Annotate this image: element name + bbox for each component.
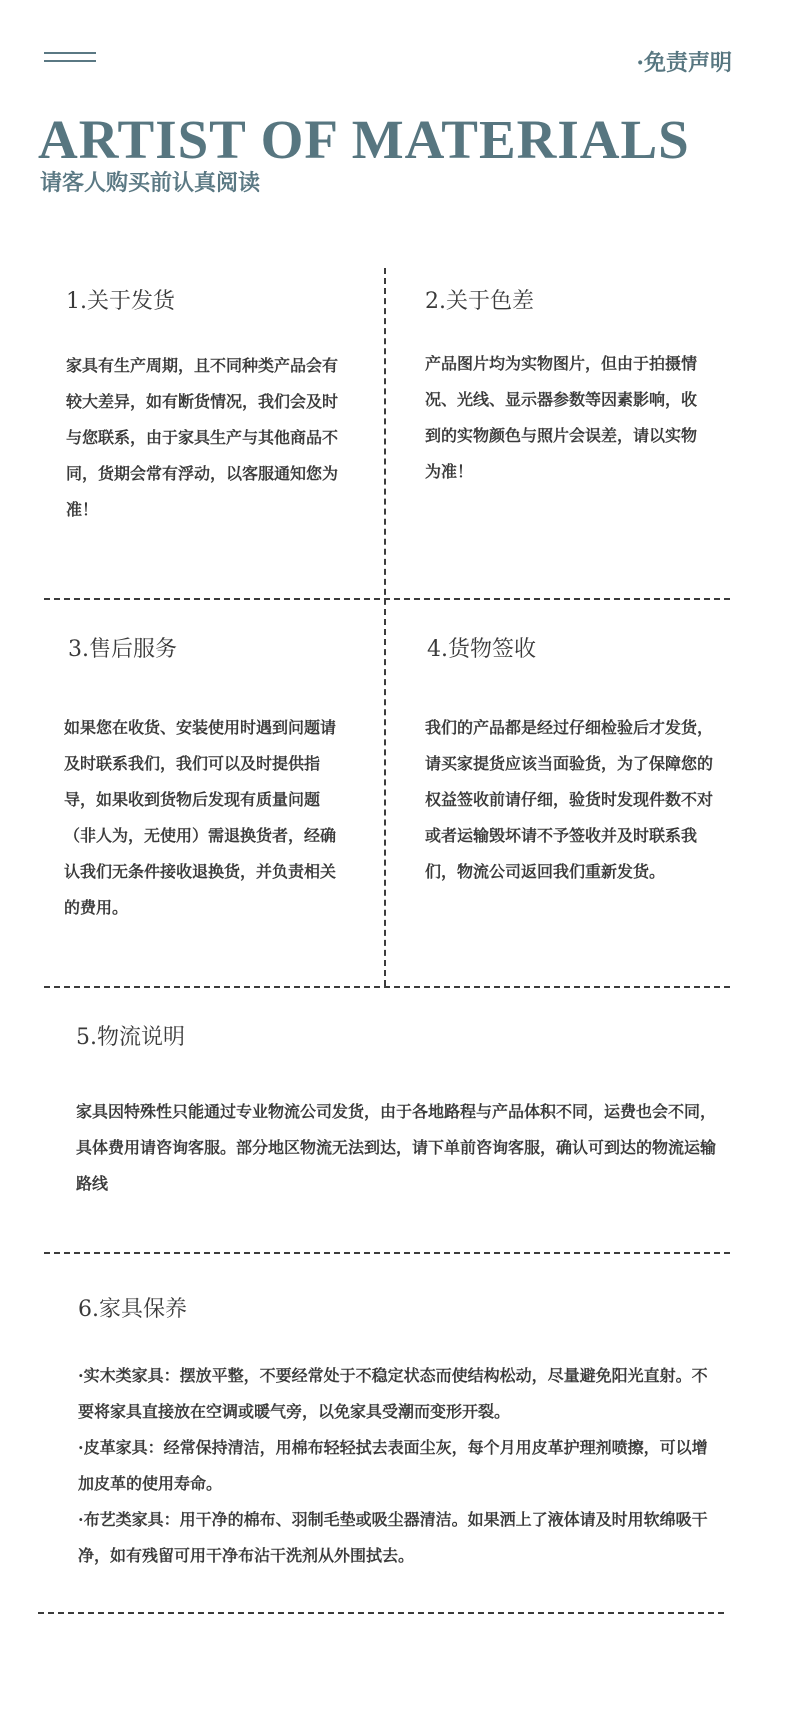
row-divider-2 bbox=[44, 986, 730, 988]
section-title-after-sales: 3.售后服务 bbox=[68, 637, 177, 662]
brand-subtitle: 请客人购买前认真阅读 bbox=[40, 170, 261, 196]
section-body-color: 产品图片均为实物图片，但由于拍摄情况、光线、显示器参数等因素影响，收到的实物颜色与照片会误差，请以实物为准！ bbox=[425, 354, 698, 481]
care-wood: ·实木类家具：摆放平整，不要经常处于不稳定状态而使结构松动，尽量避免阳光直射。不要将家具直接放在空调或暖气旁，以免家具受潮而变形开裂。 bbox=[78, 1366, 708, 1421]
row-divider-4 bbox=[38, 1612, 724, 1614]
menu-icon[interactable] bbox=[44, 52, 96, 66]
disclaimer-link[interactable]: ·免责声明 bbox=[636, 50, 732, 76]
row-divider-1 bbox=[44, 598, 730, 600]
section-body-logistics: 家具因特殊性只能通过专业物流公司发货，由于各地路程与产品体积不同，运费也会不同，具体费用请咨询客服。部分地区物流无法到达，请下单前咨询客服，确认可到达的物流运输路线 bbox=[76, 1102, 717, 1193]
section-body-shipping: 家具有生产周期，且不同种类产品会有较大差异，如有断货情况，我们会及时与您联系，由于家具生产与其他商品不同，货期会常有浮动，以客服通知您为准！ bbox=[66, 356, 339, 519]
section-body-after-sales: 如果您在收货、安装使用时遇到问题请及时联系我们，我们可以及时提供指导，如果收到货物后发现有质量问题（非人为，无使用）需退换货者，经确认我们无条件接收退换货，并负责相关的费用。 bbox=[64, 718, 337, 917]
section-body-receipt: 我们的产品都是经过仔细检验后才发货，请买家提货应该当面验货，为了保障您的权益签收前请仔细，验货时发现件数不对或者运输毁坏请不予签收并及时联系我们，物流公司返回我们重新发货。 bbox=[425, 718, 714, 881]
section-title-shipping: 1.关于发货 bbox=[66, 289, 175, 314]
section-title-logistics: 5.物流说明 bbox=[76, 1025, 185, 1050]
column-divider bbox=[384, 268, 386, 986]
section-title-receipt: 4.货物签收 bbox=[427, 637, 536, 662]
care-leather: ·皮革家具：经常保持清洁，用棉布轻轻拭去表面尘灰，每个月用皮革护理剂喷擦，可以增加皮革的使用寿命。 bbox=[78, 1438, 708, 1493]
care-fabric: ·布艺类家具：用干净的棉布、羽制毛垫或吸尘器清洁。如果洒上了液体请及时用软绵吸干净，如有残留可用干净布沾干洗剂从外围拭去。 bbox=[78, 1510, 708, 1565]
section-title-care: 6.家具保养 bbox=[78, 1297, 187, 1322]
brand-title: ARTIST OF MATERIALS bbox=[38, 109, 690, 170]
section-title-color: 2.关于色差 bbox=[425, 289, 534, 314]
row-divider-3 bbox=[44, 1252, 730, 1254]
section-body-care bbox=[78, 1358, 718, 1574]
